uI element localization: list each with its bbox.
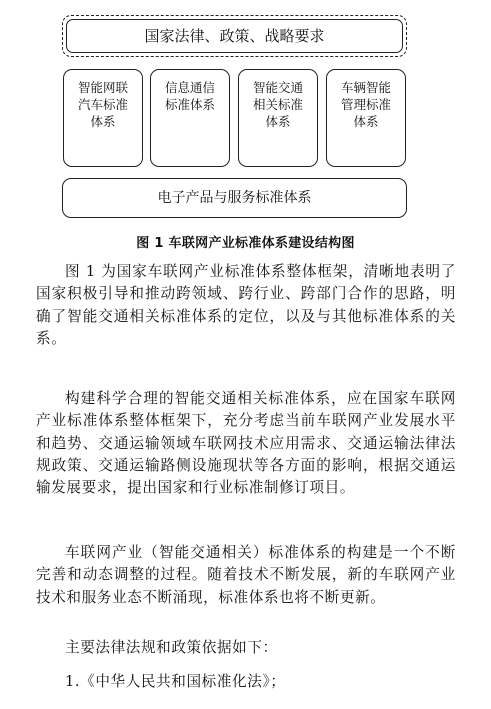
connected-vehicle-standard-box [63,69,143,167]
paragraph-legal-basis-intro: 主要法律法规和政策依据如下： [65,639,278,656]
sub-box-label: 信息通信标准体系 [164,80,215,112]
sub-box-label: 车辆智能管理标准体系 [340,80,391,129]
info-communication-standard-box [150,69,230,167]
sub-box-label: 智能网联汽车标准体系 [77,80,128,129]
intelligent-transport-standard-box [238,69,318,167]
paragraph-framework-overview: 图 1 为国家车联网产业标准体系整体框架，清晰地表明了国家积极引导和推动跨领域、跨行业、跨部门合作的思路，明确了智能交通相关标准体系的定位，以及与其他标准体系的关系。 [36,263,456,347]
paragraph-dynamic-adjustment: 车联网产业（智能交通相关）标准体系的构建是一个不断完善和动态调整的过程。随着技术不断发展，新的车联网产业技术和服务业态不断涌现，标准体系也将不断更新。 [36,544,456,606]
top-box-inner-frame [66,19,403,53]
paragraph-legal-basis-item-1: 1.《中华人民共和国标准化法》； [65,673,286,690]
bottom-box-label: 电子产品与服务标准体系 [157,190,312,206]
paragraph-building-system: 构建科学合理的智能交通相关标准体系，应在国家车联网产业标准体系整体框架下，充分考虑当前车联网产业发展水平和趋势、交通运输领域车联网技术应用需求、交通运输法律法规政策、交通运输路侧设施现状等各方面的影响，根据交通运输发展要求，提出国家和行业标准制修订项目。 [36,390,456,497]
figure-caption: 图 1 车联网产业标准体系建设结构图 [136,236,355,251]
vehicle-management-standard-box [326,69,406,167]
electronic-products-services-box [62,178,407,218]
sub-box-label: 智能交通相关标准体系 [252,80,303,129]
top-box-label: 国家法律、政策、战略要求 [144,27,325,45]
national-law-policy-box [62,15,407,57]
